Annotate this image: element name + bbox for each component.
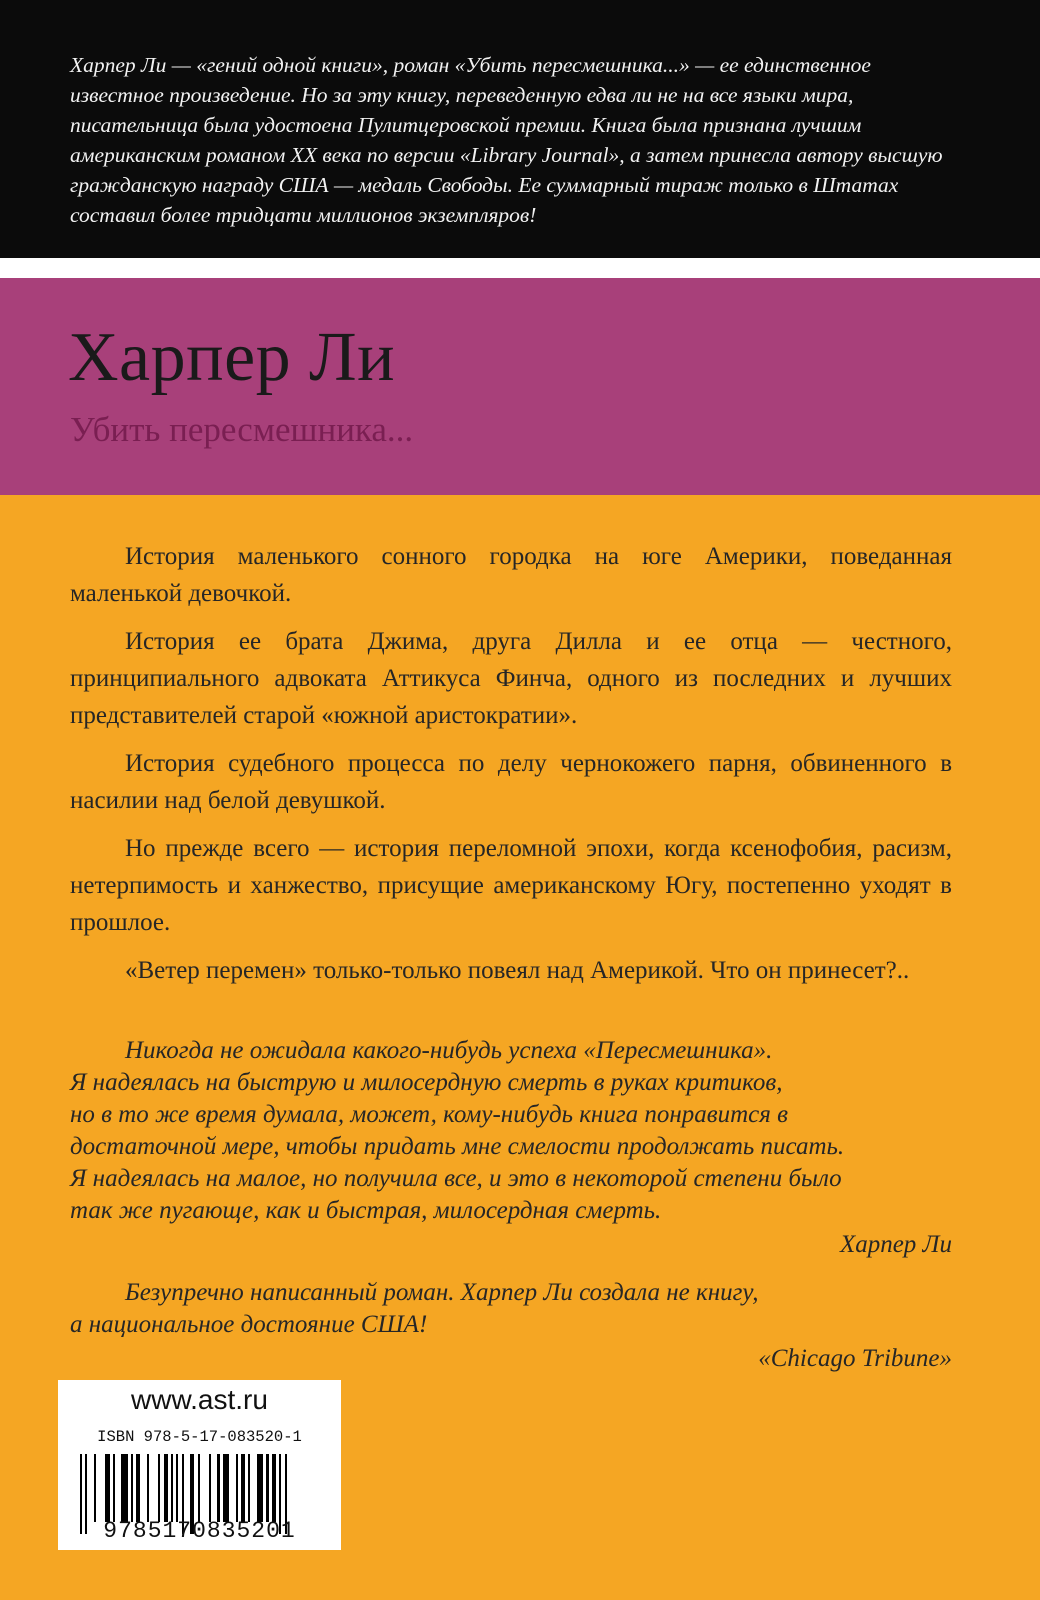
- blurb-text: Харпер Ли — «гений одной книги», роман «Убить пересмешника...» — ее единственное известное произведение. Но за эту книгу, переведенную едва ли не на все языки мира, писательница была удостоена Пулитцеровской премии. Книга была признана лучшим американским романом XX века по версии «Library Journal», а затем принесла автору высшую гражданскую награду США — медаль Свободы. Ее суммарный тираж только в Штатах составил более тридцати миллионов экземпляров!: [70, 53, 943, 227]
- barcode-bar: [171, 1454, 173, 1522]
- quote-line: Никогда не ожидала какого-нибудь успеха «Пересмешника».: [125, 1037, 773, 1064]
- synopsis-paragraph: История судебного процесса по делу чернокожего парня, обвиненного в насилии над белой девушкой.: [70, 750, 952, 814]
- barcode-bar: [241, 1454, 245, 1522]
- barcode-bar: [217, 1454, 219, 1522]
- barcode-box: [58, 1380, 341, 1550]
- quote-line: так же пугающе, как и быстрая, милосердная смерть.: [70, 1197, 662, 1224]
- barcode-bar: [248, 1454, 250, 1522]
- quote-line: но в то же время думала, может, кому-нибудь книга понравится в: [70, 1101, 788, 1128]
- quote-line: Я надеялась на быструю и милосердную смерть в руках критиков,: [70, 1069, 783, 1096]
- synopsis-paragraph: История ее брата Джима, друга Дилла и ее отца — честного, принципиального адвоката Аттикуса Финча, одного из последних и лучших представителей старой «южной аристократии».: [70, 628, 952, 729]
- synopsis: [70, 538, 952, 1000]
- website-url: www.ast.ru: [131, 1384, 268, 1415]
- synopsis-paragraph: История маленького сонного городка на юге Америки, поведанная маленькой девочкой.: [70, 543, 952, 607]
- barcode-bar: [94, 1454, 96, 1522]
- barcode-bar: [176, 1454, 178, 1522]
- barcode-bars: [80, 1454, 324, 1522]
- quote-line: достаточной мере, чтобы придать мне смелости продолжать писать.: [70, 1133, 845, 1160]
- title-band: [0, 278, 1040, 495]
- barcode-bar: [257, 1454, 264, 1522]
- barcode-digits: 9785170835201: [103, 1518, 296, 1544]
- quote-line: Безупречно написанный роман. Харпер Ли создала не книгу,: [125, 1279, 759, 1306]
- barcode-bar: [164, 1454, 168, 1522]
- barcode-bar: [113, 1454, 115, 1522]
- author-name: Харпер Ли: [68, 319, 396, 396]
- barcode-bar: [266, 1454, 268, 1522]
- barcode-bar: [121, 1454, 128, 1522]
- barcode-bar: [131, 1454, 133, 1522]
- barcode-bar: [158, 1454, 160, 1522]
- quote-line: а национальное достояние США!: [70, 1311, 428, 1338]
- book-title: Убить пересмешника...: [70, 410, 414, 449]
- synopsis-paragraph: «Ветер перемен» только-только повеял над Америкой. Что он принесет?..: [125, 957, 910, 984]
- barcode-bar: [136, 1454, 140, 1522]
- barcode-bar: [223, 1454, 230, 1522]
- barcode-bar: [236, 1454, 238, 1522]
- author-quote: [70, 1035, 952, 1261]
- quote-attribution: Харпер Ли: [839, 1231, 952, 1258]
- barcode-bar: [147, 1454, 149, 1522]
- top-blurb-band: [0, 0, 1040, 258]
- barcode-bar: [272, 1454, 276, 1522]
- isbn-number: ISBN 978-5-17-083520-1: [97, 1428, 302, 1446]
- synopsis-paragraph: Но прежде всего — история переломной эпохи, когда ксенофобия, расизм, нетерпимость и ханжество, присущие американскому Югу, постепенно уходят в прошлое.: [70, 835, 952, 936]
- quote-line: Я надеялась на малое, но получила все, и это в некоторой степени было: [70, 1165, 842, 1192]
- barcode-bar: [198, 1454, 200, 1522]
- divider-strip: [0, 258, 1040, 278]
- barcode-bar: [105, 1454, 109, 1522]
- barcode-bar: [209, 1454, 211, 1522]
- press-quote: [70, 1277, 952, 1375]
- quote-attribution: «Chicago Tribune»: [758, 1345, 952, 1372]
